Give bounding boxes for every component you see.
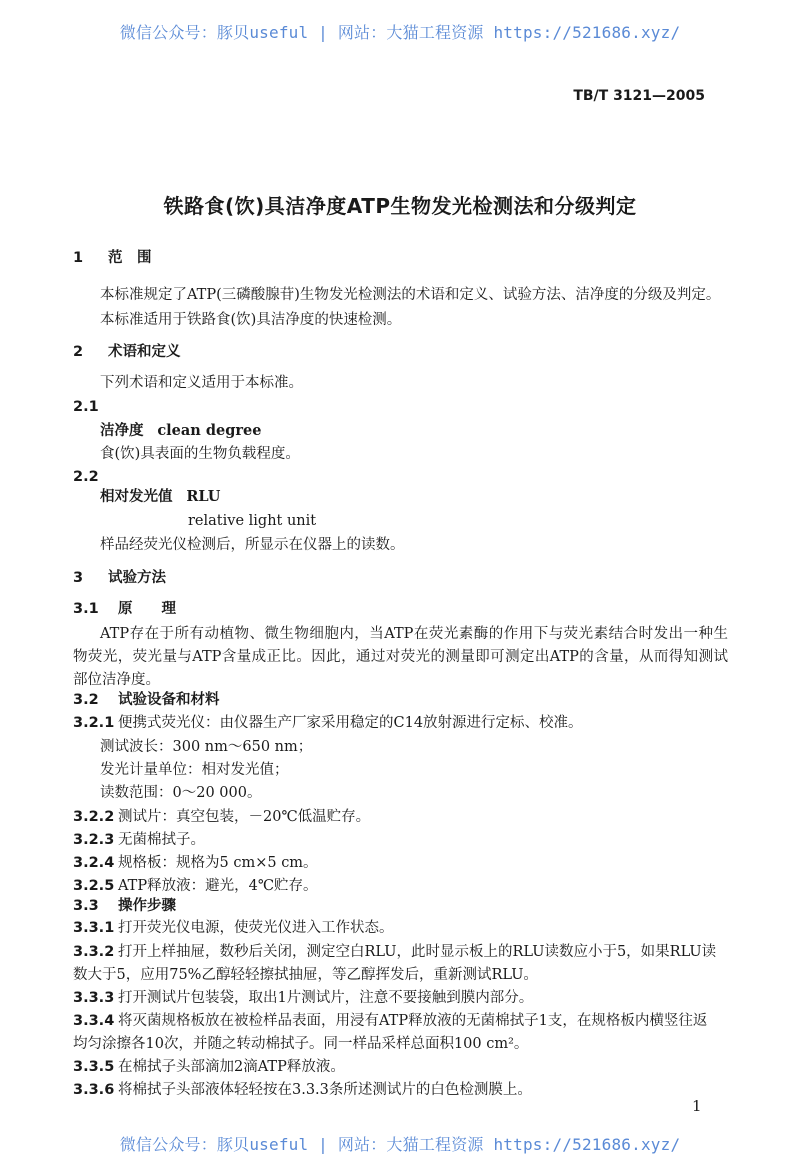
section-title: 试验设备和材料	[118, 692, 220, 708]
clause	[73, 988, 533, 1008]
term	[100, 487, 220, 507]
section-title: 原 理	[118, 601, 176, 617]
section-number: 1	[73, 250, 84, 266]
clause-line: 发光计量单位：相对发光值；	[100, 762, 289, 778]
section-1-heading	[73, 248, 152, 268]
section-number: 3.2	[73, 692, 99, 708]
clause-text: 将棉拭子头部液体轻轻按在3.3.3条所述测试片的白色检测膜上。	[118, 1082, 532, 1098]
term-en: clean degree	[157, 422, 262, 439]
clause-number: 3.2.1	[73, 715, 115, 731]
term-zh: 相对发光值	[100, 489, 173, 505]
clause-number: 3.2.3	[73, 832, 115, 848]
page-number: 1	[692, 1097, 702, 1115]
section-title: 试验方法	[108, 570, 166, 586]
clause-text: 打开测试片包装袋，取出1片测试片，注意不要接触到膜内部分。	[118, 990, 534, 1006]
section-number: 3	[73, 570, 84, 586]
paragraph-line: ATP存在于所有动植物、微生物细胞内，当ATP在荧光素酶的作用下与荧光素结合时发出一种生	[100, 626, 728, 642]
clause-number: 3.3.4	[73, 1013, 115, 1029]
clause-number: 3.3.3	[73, 990, 115, 1006]
section-2-heading	[73, 342, 181, 362]
clause-text: 便携式荧光仪：由仪器生产厂家采用稳定的C14放射源进行定标、校准。	[118, 715, 583, 731]
watermark-top: 微信公众号：豚贝useful | 网站：大猫工程资源 https://521686.xyz/	[119, 23, 681, 42]
clause-line: 数大于5，应用75%乙醇轻轻擦拭抽屉，等乙醇挥发后，重新测试RLU。	[73, 967, 538, 983]
clause-text: 测试片：真空包装，－20℃低温贮存。	[118, 809, 371, 825]
clause-line: 均匀涂擦各10次，并随之转动棉拭子。同一样品采样总面积100 cm²。	[73, 1036, 529, 1052]
section-3-heading	[73, 568, 166, 588]
paragraph: 本标准规定了ATP(三磷酸腺苷)生物发光检测法的术语和定义、试验方法、洁净度的分级及判定。	[100, 287, 721, 303]
clause-number: 3.3.6	[73, 1082, 115, 1098]
clause	[73, 942, 716, 962]
clause	[73, 830, 205, 850]
clause-line: 测试波长：300 nm～650 nm；	[100, 739, 313, 755]
standard-number: TB/T 3121—2005	[573, 88, 705, 104]
paragraph-line: 部位洁净度。	[73, 672, 160, 688]
section-number: 3.1	[73, 601, 99, 617]
clause	[73, 713, 583, 733]
clause	[73, 1011, 707, 1031]
clause-number: 3.3.2	[73, 944, 115, 960]
subsection-heading	[73, 896, 176, 916]
clause-number: 3.2.4	[73, 855, 115, 871]
section-number: 2	[73, 344, 84, 360]
clause-number: 3.3.5	[73, 1059, 115, 1075]
clause	[73, 807, 370, 827]
document-title: 铁路食(饮)具洁净度ATP生物发光检测法和分级判定	[163, 194, 637, 218]
clause-text: 规格板：规格为5 cm×5 cm。	[118, 855, 318, 871]
section-title: 术语和定义	[108, 344, 181, 360]
clause	[73, 876, 318, 896]
term-zh: 洁净度	[100, 423, 144, 439]
term-number: 2.2	[73, 469, 99, 485]
clause	[73, 1057, 345, 1077]
clause	[73, 918, 394, 938]
clause-text: 将灭菌规格板放在被检样品表面，用浸有ATP释放液的无菌棉拭子1支，在规格板内横竖往返	[118, 1013, 708, 1029]
section-number: 3.3	[73, 898, 99, 914]
term-definition: 食(饮)具表面的生物负载程度。	[100, 446, 300, 462]
paragraph-line: 物荧光，荧光量与ATP含量成正比。因此，通过对荧光的测量即可测定出ATP的含量，从而得知测试	[73, 649, 728, 665]
clause	[73, 1080, 532, 1100]
clause	[73, 853, 318, 873]
term-en: relative light unit	[188, 513, 317, 529]
clause-number: 3.2.2	[73, 809, 115, 825]
subsection-heading	[73, 599, 176, 619]
clause-text: 在棉拭子头部滴加2滴ATP释放液。	[118, 1059, 345, 1075]
section-title: 范 围	[108, 250, 152, 266]
clause-text: ATP释放液：避光，4℃贮存。	[118, 878, 318, 894]
clause-number: 3.2.5	[73, 878, 115, 894]
term-number: 2.1	[73, 399, 99, 415]
term	[100, 421, 261, 441]
subsection-heading	[73, 690, 220, 710]
term-abbr: RLU	[186, 488, 221, 505]
paragraph: 下列术语和定义适用于本标准。	[100, 375, 303, 391]
watermark-bottom: 微信公众号：豚贝useful | 网站：大猫工程资源 https://521686.xyz/	[119, 1135, 681, 1154]
section-title: 操作步骤	[118, 898, 176, 914]
clause-line: 读数范围：0～20 000。	[100, 785, 262, 801]
paragraph: 本标准适用于铁路食(饮)具洁净度的快速检测。	[100, 312, 402, 328]
clause-text: 打开荧光仪电源，使荧光仪进入工作状态。	[118, 920, 394, 936]
clause-text: 打开上样抽屉，数秒后关闭，测定空白RLU，此时显示板上的RLU读数应小于5，如果RLU读	[118, 944, 717, 960]
term-definition: 样品经荧光仪检测后，所显示在仪器上的读数。	[100, 537, 405, 553]
clause-text: 无菌棉拭子。	[118, 832, 205, 848]
clause-number: 3.3.1	[73, 920, 115, 936]
